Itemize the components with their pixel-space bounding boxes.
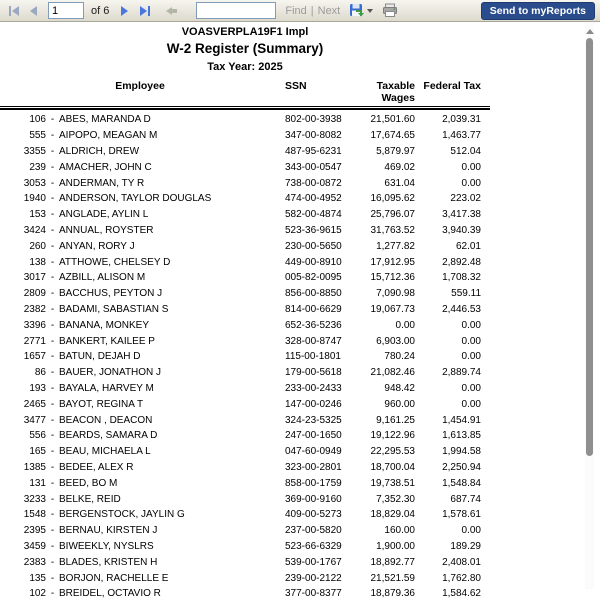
ssn-cell: 539-00-1767 xyxy=(285,556,342,568)
ssn-cell: 239-00-2122 xyxy=(285,572,342,584)
employee-cell xyxy=(0,114,280,125)
id-name-separator: - xyxy=(50,493,55,505)
ssn-cell: 147-00-0246 xyxy=(285,398,342,410)
employee-name: BATUN, DEJAH D xyxy=(59,351,141,363)
taxable-wages-cell: 21,082.46 xyxy=(370,367,415,379)
id-name-separator: - xyxy=(50,367,55,379)
employee-id: 3477 xyxy=(23,414,46,426)
next-page-button[interactable] xyxy=(116,3,133,19)
employee-cell xyxy=(0,320,280,331)
first-page-icon xyxy=(9,6,11,16)
employee-cell xyxy=(0,573,280,584)
table-row xyxy=(0,223,490,239)
table-row xyxy=(0,444,490,460)
id-name-separator: - xyxy=(50,288,55,300)
find-link[interactable]: Find xyxy=(285,4,307,17)
column-header-ssn: SSN xyxy=(285,80,307,92)
ssn-cell: 115-00-1801 xyxy=(285,351,341,363)
employee-cell xyxy=(0,462,280,473)
table-row xyxy=(0,207,490,223)
id-name-separator: - xyxy=(50,224,55,236)
federal-tax-cell: 0.00 xyxy=(461,382,481,394)
id-name-separator: - xyxy=(50,161,55,173)
scrollbar-thumb[interactable] xyxy=(586,38,593,456)
federal-tax-cell: 1,548.84 xyxy=(442,477,481,489)
table-row xyxy=(0,428,490,444)
taxable-wages-cell: 16,095.62 xyxy=(370,193,415,205)
table-row xyxy=(0,144,490,160)
taxable-wages-cell: 7,090.98 xyxy=(376,288,415,300)
employee-id: 1657 xyxy=(23,351,46,363)
id-name-separator: - xyxy=(50,303,55,315)
employee-id: 2383 xyxy=(23,556,46,568)
id-name-separator: - xyxy=(50,477,55,489)
employee-name: ALDRICH, DREW xyxy=(59,145,140,157)
ssn-cell: 449-00-8910 xyxy=(285,256,342,268)
ssn-cell: 347-00-8082 xyxy=(285,130,342,142)
federal-tax-cell: 2,446.53 xyxy=(442,303,481,315)
table-row xyxy=(0,333,490,349)
table-row xyxy=(0,539,490,555)
page-number-input[interactable] xyxy=(48,2,84,19)
taxable-wages-cell: 18,892.77 xyxy=(370,556,415,568)
chevron-down-icon xyxy=(367,9,373,13)
last-page-button[interactable] xyxy=(136,3,153,19)
employee-name: AIPOPO, MEAGAN M xyxy=(59,130,158,142)
ssn-cell: 738-00-0872 xyxy=(285,177,342,189)
vertical-scrollbar[interactable] xyxy=(585,22,594,589)
table-row xyxy=(0,317,490,333)
federal-tax-cell: 3,417.38 xyxy=(442,209,481,221)
ssn-cell: 856-00-8850 xyxy=(285,288,342,300)
report-viewer-toolbar xyxy=(0,0,600,22)
employee-name: BLADES, KRISTEN H xyxy=(59,556,158,568)
employee-id: 2771 xyxy=(23,335,46,347)
employee-name: BEDEE, ALEX R xyxy=(59,461,134,473)
employee-id: 1385 xyxy=(23,461,46,473)
employee-cell xyxy=(0,225,280,236)
last-page-icon xyxy=(140,6,147,16)
federal-tax-cell: 1,578.61 xyxy=(442,509,481,521)
federal-tax-cell: 189.29 xyxy=(450,540,481,552)
federal-tax-cell: 687.74 xyxy=(450,493,481,505)
employee-name: BAYALA, HARVEY M xyxy=(59,382,154,394)
federal-tax-cell: 512.04 xyxy=(450,145,481,157)
employee-cell xyxy=(0,336,280,347)
report-title: W-2 Register (Summary) xyxy=(166,41,324,56)
employee-name: AZBILL, ALISON M xyxy=(59,272,146,284)
employee-name: BEAU, MICHAELA L xyxy=(59,446,151,458)
table-row xyxy=(0,586,490,602)
header-rule-thin xyxy=(0,106,490,107)
taxable-wages-cell: 1,277.82 xyxy=(376,240,415,252)
id-name-separator: - xyxy=(50,540,55,552)
employee-cell xyxy=(0,367,280,378)
employee-cell xyxy=(0,130,280,141)
table-body xyxy=(0,112,490,602)
federal-tax-cell: 1,994.58 xyxy=(442,446,481,458)
table-row xyxy=(0,175,490,191)
ssn-cell: 409-00-5273 xyxy=(285,509,342,521)
employee-name: BAUER, JONATHON J xyxy=(59,367,162,379)
employee-id: 2809 xyxy=(23,288,46,300)
federal-tax-cell: 3,940.39 xyxy=(442,224,481,236)
taxable-wages-cell: 19,067.73 xyxy=(370,303,415,315)
federal-tax-cell: 0.00 xyxy=(461,319,481,331)
federal-tax-cell: 559.11 xyxy=(451,288,481,300)
federal-tax-cell: 62.01 xyxy=(455,240,481,252)
ssn-cell: 814-00-6629 xyxy=(285,303,342,315)
ssn-cell: 523-66-6329 xyxy=(285,540,342,552)
employee-id: 135 xyxy=(29,572,46,584)
id-name-separator: - xyxy=(50,319,55,331)
report-viewport xyxy=(0,22,600,600)
taxable-wages-cell: 7,352.30 xyxy=(376,493,415,505)
employee-cell xyxy=(0,446,280,457)
federal-tax-cell: 0.00 xyxy=(461,351,481,363)
employee-id: 3017 xyxy=(23,272,46,284)
taxable-wages-cell: 160.00 xyxy=(384,525,415,537)
table-row xyxy=(0,507,490,523)
id-name-separator: - xyxy=(50,209,55,221)
find-controls xyxy=(285,5,340,17)
employee-id: 153 xyxy=(29,209,46,221)
employee-name: ANDERMAN, TY R xyxy=(59,177,145,189)
taxable-wages-cell: 631.04 xyxy=(384,177,415,189)
employee-cell xyxy=(0,478,280,489)
table-header xyxy=(0,80,490,104)
employee-name: BIWEEKLY, NYSLRS xyxy=(59,540,154,552)
taxable-wages-cell: 31,763.52 xyxy=(370,224,415,236)
employee-id: 555 xyxy=(29,130,46,142)
taxable-wages-cell: 17,912.95 xyxy=(370,256,415,268)
ssn-cell: 328-00-8747 xyxy=(285,335,342,347)
employee-name: BELKE, REID xyxy=(59,493,121,505)
taxable-wages-cell: 18,879.36 xyxy=(370,588,415,600)
employee-cell xyxy=(0,415,280,426)
employee-id: 239 xyxy=(29,161,46,173)
employee-cell xyxy=(0,383,280,394)
federal-tax-cell: 223.02 xyxy=(450,193,481,205)
id-name-separator: - xyxy=(50,272,55,284)
employee-id: 3053 xyxy=(23,177,46,189)
employee-id: 3459 xyxy=(23,540,46,552)
employee-cell xyxy=(0,494,280,505)
federal-tax-cell: 0.00 xyxy=(461,525,481,537)
report-company: VOASVERPLA19F1 Impl xyxy=(181,26,309,38)
employee-id: 260 xyxy=(29,240,46,252)
employee-cell xyxy=(0,304,280,315)
taxable-wages-cell: 25,796.07 xyxy=(370,209,415,221)
federal-tax-cell: 1,613.85 xyxy=(442,430,481,442)
employee-id: 3355 xyxy=(23,145,46,157)
page-count-label: of 6 xyxy=(91,4,110,17)
report-tax-year: Tax Year: 2025 xyxy=(207,61,283,73)
taxable-wages-cell: 17,674.65 xyxy=(370,130,415,142)
employee-cell xyxy=(0,509,280,520)
back-to-parent-button[interactable] xyxy=(166,7,177,15)
taxable-wages-cell: 948.42 xyxy=(384,382,415,394)
id-name-separator: - xyxy=(50,525,55,537)
table-row xyxy=(0,475,490,491)
ssn-cell: 237-00-5820 xyxy=(285,525,342,537)
previous-page-icon xyxy=(30,6,37,16)
employee-name: BACCHUS, PEYTON J xyxy=(59,288,163,300)
send-to-myreports-button[interactable]: Send to myReports xyxy=(481,2,595,20)
employee-name: ANGLADE, AYLIN L xyxy=(59,209,149,221)
employee-cell xyxy=(0,257,280,268)
id-name-separator: - xyxy=(50,509,55,521)
federal-tax-cell: 1,584.62 xyxy=(442,588,481,600)
federal-tax-cell: 2,250.94 xyxy=(442,461,481,473)
employee-id: 106 xyxy=(29,114,46,126)
federal-tax-cell: 1,708.32 xyxy=(442,272,481,284)
find-input[interactable] xyxy=(196,2,276,19)
employee-name: BEARDS, SAMARA D xyxy=(59,430,158,442)
employee-id: 2465 xyxy=(23,398,46,410)
id-name-separator: - xyxy=(50,240,55,252)
taxable-wages-cell: 5,879.97 xyxy=(376,145,415,157)
id-name-separator: - xyxy=(50,556,55,568)
employee-name: BADAMI, SABASTIAN S xyxy=(59,303,169,315)
id-name-separator: - xyxy=(50,588,55,600)
federal-tax-cell: 1,463.77 xyxy=(442,130,481,142)
table-row xyxy=(0,238,490,254)
header-rule-thick xyxy=(0,108,490,110)
id-name-separator: - xyxy=(50,351,55,363)
employee-name: BREIDEL, OCTAVIO R xyxy=(59,588,161,600)
column-header-federal-tax: Federal Tax xyxy=(423,80,481,92)
taxable-wages-cell: 18,829.04 xyxy=(370,509,415,521)
employee-cell xyxy=(0,162,280,173)
id-name-separator: - xyxy=(50,114,55,126)
find-next-separator: | xyxy=(310,4,314,17)
employee-cell xyxy=(0,399,280,410)
ssn-cell: 343-00-0547 xyxy=(285,161,342,173)
ssn-cell: 377-00-8377 xyxy=(285,588,342,600)
table-row xyxy=(0,270,490,286)
employee-name: BEED, BO M xyxy=(59,477,118,489)
scroll-up-icon[interactable] xyxy=(586,29,594,34)
id-name-separator: - xyxy=(50,177,55,189)
employee-id: 165 xyxy=(29,446,46,458)
employee-id: 2395 xyxy=(23,525,46,537)
ssn-cell: 858-00-1759 xyxy=(285,477,342,489)
ssn-cell: 247-00-1650 xyxy=(285,430,342,442)
employee-cell xyxy=(0,525,280,536)
employee-name: ANYAN, RORY J xyxy=(59,240,135,252)
federal-tax-cell: 1,454.91 xyxy=(442,414,481,426)
table-row xyxy=(0,349,490,365)
employee-name: ATTHOWE, CHELSEY D xyxy=(59,256,171,268)
id-name-separator: - xyxy=(50,414,55,426)
employee-cell xyxy=(0,193,280,204)
ssn-cell: 005-82-0095 xyxy=(285,272,342,284)
employee-id: 1940 xyxy=(23,193,46,205)
id-name-separator: - xyxy=(50,256,55,268)
employee-id: 102 xyxy=(29,588,46,600)
table-row xyxy=(0,254,490,270)
table-row xyxy=(0,570,490,586)
id-name-separator: - xyxy=(50,193,55,205)
taxable-wages-cell: 0.00 xyxy=(395,319,415,331)
print-button[interactable] xyxy=(382,3,398,18)
ssn-cell: 047-60-0949 xyxy=(285,446,342,458)
ssn-cell: 323-00-2801 xyxy=(285,461,342,473)
employee-name: BERGENSTOCK, JAYLIN G xyxy=(59,509,185,521)
employee-name: BORJON, RACHELLE E xyxy=(59,572,169,584)
employee-name: AMACHER, JOHN C xyxy=(59,161,152,173)
employee-id: 556 xyxy=(29,430,46,442)
previous-page-button[interactable] xyxy=(25,3,42,19)
employee-name: BAYOT, REGINA T xyxy=(59,398,144,410)
taxable-wages-cell: 9,161.25 xyxy=(376,414,415,426)
id-name-separator: - xyxy=(50,130,55,142)
employee-name: ANNUAL, ROYSTER xyxy=(59,224,154,236)
column-header-taxable-wages: Taxable Wages xyxy=(376,80,415,104)
federal-tax-cell: 2,408.01 xyxy=(442,556,481,568)
taxable-wages-cell: 780.24 xyxy=(384,351,415,363)
table-row xyxy=(0,381,490,397)
taxable-wages-cell: 21,501.60 xyxy=(370,114,415,126)
employee-id: 2382 xyxy=(23,303,46,315)
table-row xyxy=(0,112,490,128)
id-name-separator: - xyxy=(50,572,55,584)
id-name-separator: - xyxy=(50,398,55,410)
id-name-separator: - xyxy=(50,430,55,442)
employee-name: BANKERT, KAILEE P xyxy=(59,335,155,347)
employee-name: ANDERSON, TAYLOR DOUGLAS xyxy=(59,193,212,205)
table-row xyxy=(0,412,490,428)
next-page-icon xyxy=(121,6,128,16)
ssn-cell: 369-00-9160 xyxy=(285,493,342,505)
employee-cell xyxy=(0,178,280,189)
employee-cell xyxy=(0,351,280,362)
id-name-separator: - xyxy=(50,145,55,157)
employee-id: 86 xyxy=(34,367,46,379)
federal-tax-cell: 1,762.80 xyxy=(442,572,481,584)
ssn-cell: 230-00-5650 xyxy=(285,240,342,252)
employee-cell xyxy=(0,541,280,552)
taxable-wages-cell: 960.00 xyxy=(384,398,415,410)
employee-cell xyxy=(0,272,280,283)
ssn-cell: 324-23-5325 xyxy=(285,414,342,426)
employee-cell xyxy=(0,588,280,599)
ssn-cell: 582-00-4874 xyxy=(285,209,342,221)
report-header xyxy=(0,22,490,73)
ssn-cell: 179-00-5618 xyxy=(285,367,342,379)
table-row xyxy=(0,302,490,318)
id-name-separator: - xyxy=(50,461,55,473)
id-name-separator: - xyxy=(50,446,55,458)
employee-name: BERNAU, KIRSTEN J xyxy=(59,525,158,537)
employee-cell xyxy=(0,241,280,252)
taxable-wages-cell: 19,738.51 xyxy=(370,477,415,489)
employee-id: 3396 xyxy=(23,319,46,331)
table-row xyxy=(0,128,490,144)
find-next-link[interactable]: Next xyxy=(317,4,341,17)
employee-name: BEACON , DEACON xyxy=(59,414,153,426)
federal-tax-cell: 0.00 xyxy=(461,161,481,173)
employee-id: 193 xyxy=(29,382,46,394)
printer-icon xyxy=(382,3,398,18)
employee-name: BANANA, MONKEY xyxy=(59,319,150,331)
ssn-cell: 233-00-2433 xyxy=(285,382,342,394)
export-dropdown-button[interactable] xyxy=(349,3,373,18)
employee-cell xyxy=(0,430,280,441)
federal-tax-cell: 2,039.31 xyxy=(442,114,481,126)
first-page-button[interactable] xyxy=(5,3,22,19)
employee-cell xyxy=(0,146,280,157)
federal-tax-cell: 0.00 xyxy=(461,335,481,347)
ssn-cell: 487-95-6231 xyxy=(285,145,342,157)
column-header-employee: Employee xyxy=(115,80,165,92)
table-row xyxy=(0,191,490,207)
employee-id: 138 xyxy=(29,256,46,268)
table-row xyxy=(0,365,490,381)
table-row xyxy=(0,523,490,539)
taxable-wages-cell: 19,122.96 xyxy=(370,430,415,442)
ssn-cell: 802-00-3938 xyxy=(285,114,342,126)
id-name-separator: - xyxy=(50,335,55,347)
employee-cell xyxy=(0,557,280,568)
federal-tax-cell: 0.00 xyxy=(461,398,481,410)
ssn-cell: 523-36-9615 xyxy=(285,224,342,236)
report-page xyxy=(0,22,490,602)
table-row xyxy=(0,460,490,476)
taxable-wages-cell: 18,700.04 xyxy=(370,461,415,473)
ssn-cell: 652-36-5236 xyxy=(285,319,342,331)
table-row xyxy=(0,491,490,507)
taxable-wages-cell: 22,295.53 xyxy=(370,446,415,458)
federal-tax-cell: 0.00 xyxy=(461,177,481,189)
table-row xyxy=(0,554,490,570)
taxable-wages-cell: 469.02 xyxy=(384,161,415,173)
employee-cell xyxy=(0,288,280,299)
table-row xyxy=(0,396,490,412)
employee-id: 131 xyxy=(29,477,46,489)
federal-tax-cell: 2,892.48 xyxy=(442,256,481,268)
employee-id: 3233 xyxy=(23,493,46,505)
taxable-wages-cell: 21,521.59 xyxy=(370,572,415,584)
table-row xyxy=(0,159,490,175)
employee-name: ABES, MARANDA D xyxy=(59,114,151,126)
taxable-wages-cell: 1,900.00 xyxy=(376,540,415,552)
taxable-wages-cell: 15,712.36 xyxy=(370,272,415,284)
employee-id: 3424 xyxy=(23,224,46,236)
ssn-cell: 474-00-4952 xyxy=(285,193,342,205)
save-disk-icon xyxy=(349,3,365,18)
federal-tax-cell: 2,889.74 xyxy=(442,367,481,379)
id-name-separator: - xyxy=(50,382,55,394)
employee-cell xyxy=(0,209,280,220)
table-row xyxy=(0,286,490,302)
taxable-wages-cell: 6,903.00 xyxy=(376,335,415,347)
employee-id: 1548 xyxy=(23,509,46,521)
